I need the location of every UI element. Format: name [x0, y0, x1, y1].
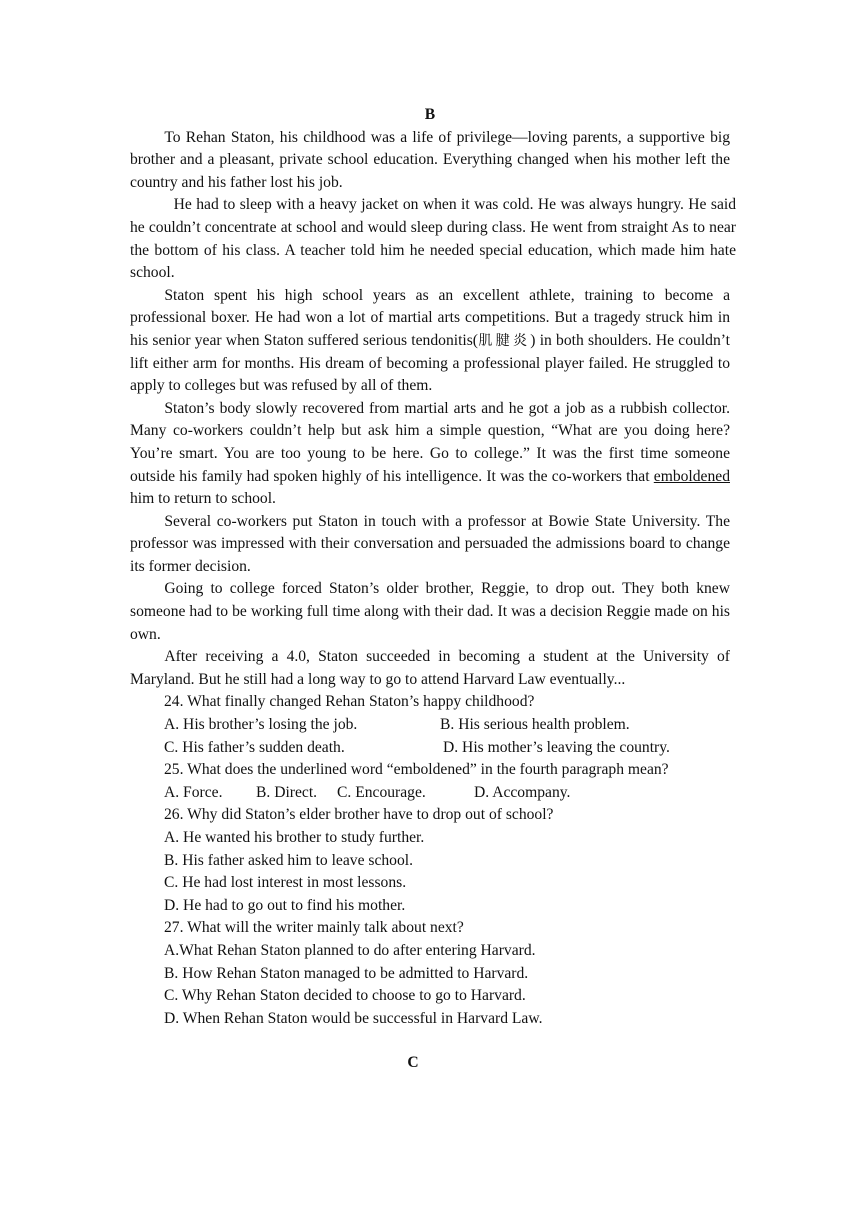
question-26-option-b: B. His father asked him to leave school. — [164, 851, 414, 869]
paragraph-7: After receiving a 4.0, Staton succeeded in becoming a student at the University of Maryland. But he still had a long way to go to attend Harvard Law eventually... — [130, 648, 730, 688]
paragraph-3-text-start: Staton spent his high school years as an excellent athlete, training to become a professional boxer. He had won a lot of martial arts competitions. But a tragedy struck him in his senior year when Staton suffered serious tendonitis( — [130, 286, 730, 349]
question-24-stem: 24. What finally changed Rehan Staton’s happy childhood? — [164, 693, 535, 711]
question-27-option-a: A.What Rehan Staton planned to do after entering Harvard. — [164, 941, 536, 959]
question-24-option-c: C. His father’s sudden death. — [164, 738, 345, 756]
question-27-option-d: D. When Rehan Staton would be successful in Harvard Law. — [164, 1009, 543, 1027]
paragraph-3-text-end: ) in both shoulders. He couldn’t lift either arm for months. His dream of becoming a professional player failed. He struggled to apply to colleges but was refused by all of them. — [130, 331, 730, 395]
question-24-options-row-2 — [130, 737, 730, 760]
chinese-gloss: 肌腱炎 — [478, 332, 531, 349]
underlined-word: emboldened — [653, 467, 730, 485]
paragraph-4 — [130, 398, 730, 511]
question-26-option-d: D. He had to go out to find his mother. — [164, 896, 406, 914]
question-25-stem: 25. What does the underlined word “emboldened” in the fourth paragraph mean? — [164, 761, 669, 779]
question-24-option-a: A. His brother’s losing the job. — [164, 716, 358, 734]
question-27-option-c: C. Why Rehan Staton decided to choose to go to Harvard. — [164, 987, 526, 1005]
question-26-option-c: C. He had lost interest in most lessons. — [164, 874, 407, 892]
paragraph-5: Several co-workers put Staton in touch with a professor at Bowie State University. The professor was impressed with their conversation and persuaded the admissions board to change its former decision. — [130, 512, 730, 575]
document-page — [130, 104, 736, 1071]
paragraph-3 — [130, 285, 730, 398]
question-25-option-b: B. Direct. — [256, 783, 318, 801]
section-b-title: B — [424, 106, 436, 123]
paragraph-4-text-end: him to return to school. — [130, 490, 276, 508]
question-26-option-a: A. He wanted his brother to study further. — [164, 829, 425, 846]
question-24-options-row-1 — [130, 714, 730, 737]
question-24-option-d: D. His mother’s leaving the country. — [443, 738, 670, 756]
paragraph-2: He had to sleep with a heavy jacket on when it was cold. He was always hungry. He said he couldn’t concentrate at school and would sleep during class. He went from straight As to near the bottom of his class. A teacher told him he needed special education, which made him hate school. — [130, 196, 736, 282]
question-27-stem: 27. What will the writer mainly talk about next? — [164, 919, 464, 937]
question-25-option-c: C. Encourage. — [337, 783, 426, 801]
question-26-stem: 26. Why did Staton’s elder brother have to drop out of school? — [164, 806, 554, 824]
question-25-option-d: D. Accompany. — [474, 783, 571, 801]
section-c-title: C — [407, 1054, 419, 1071]
paragraph-4-text-start: Staton’s body slowly recovered from martial arts and he got a job as a rubbish collector. Many co-workers couldn’t help but ask him a simple question, “What are you doing here? You’re smart. You are too young to be here. Go to college.” It was the first time someone outside his family had spoken highly of his intelligence. It was the co-workers that — [130, 399, 730, 485]
paragraph-1: To Rehan Staton, his childhood was a life of privilege―loving parents, a supportive big brother and a pleasant, private school education. Everything changed when his mother left the country and his father lost his job. — [130, 128, 730, 191]
question-25-options-row — [130, 782, 730, 805]
paragraph-6: Going to college forced Staton’s older brother, Reggie, to drop out. They both knew someone had to be working full time along with their dad. It was a decision Reggie made on his own. — [130, 580, 730, 643]
question-25-option-a: A. Force. — [164, 783, 223, 801]
question-27-option-b: B. How Rehan Staton managed to be admitted to Harvard. — [164, 964, 529, 982]
question-24-option-b: B. His serious health problem. — [440, 716, 630, 734]
